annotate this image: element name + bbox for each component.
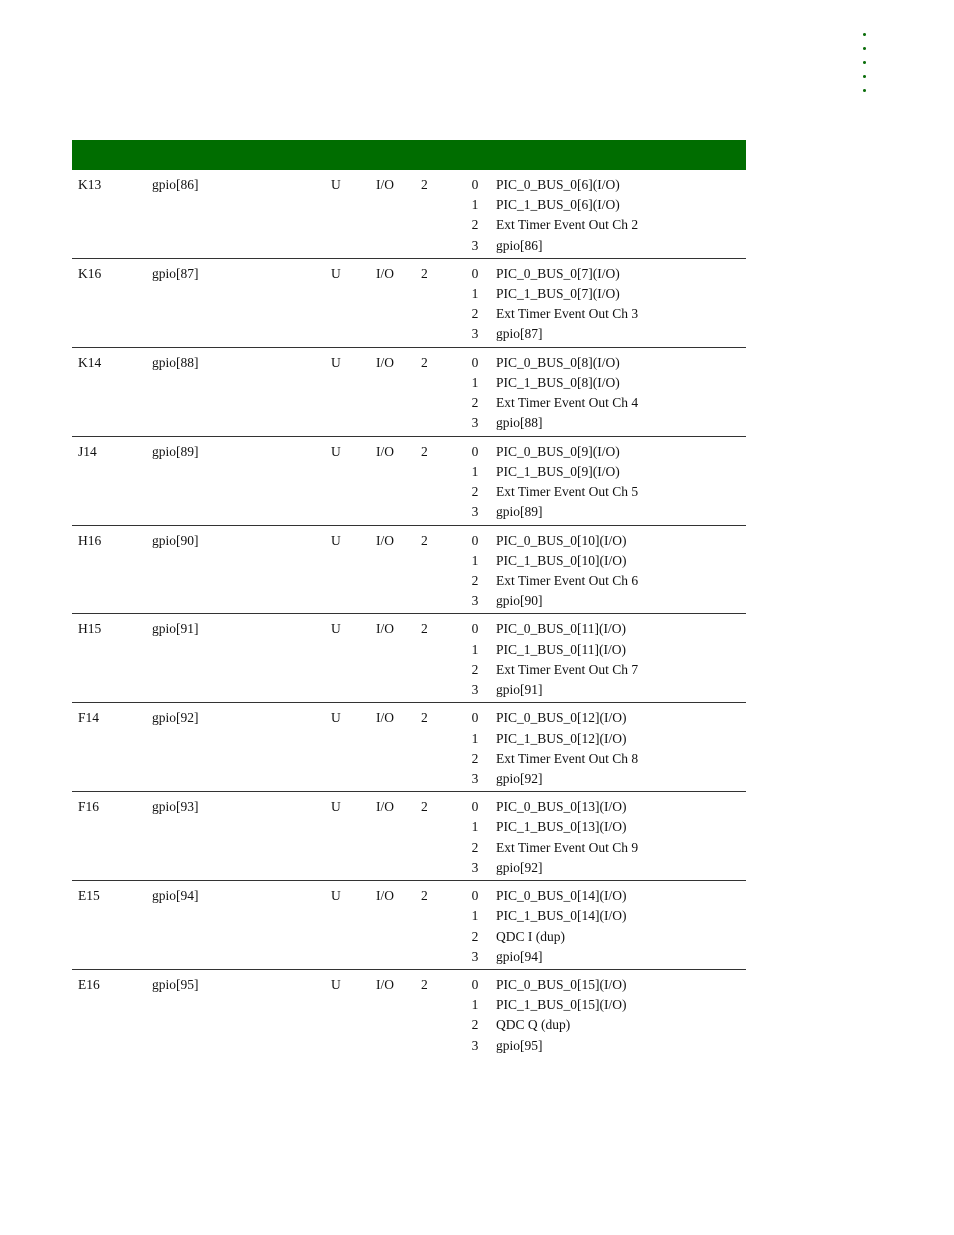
pin-cell: J14	[78, 443, 97, 459]
description-line: gpio[90]	[496, 593, 543, 609]
description-line: PIC_0_BUS_0[13](I/O)	[496, 799, 627, 815]
drive-cell: 2	[421, 888, 428, 904]
mux-value: 3	[471, 770, 479, 786]
mux-value: 1	[471, 908, 479, 924]
pin-cell: K13	[78, 177, 102, 192]
description-cell	[496, 442, 638, 523]
direction-cell: I/O	[376, 177, 394, 192]
table-row	[72, 614, 746, 703]
table-row	[72, 348, 746, 437]
direction-cell: I/O	[376, 265, 394, 281]
mux-cell	[470, 975, 480, 1056]
direction-cell: I/O	[376, 443, 394, 459]
description-cell	[496, 353, 638, 434]
mux-value: 0	[471, 177, 479, 192]
mux-cell	[470, 531, 480, 612]
direction-cell: I/O	[376, 977, 394, 993]
description-line: Ext Timer Event Out Ch 6	[496, 572, 639, 588]
description-line: gpio[87]	[496, 326, 543, 342]
signal-cell: gpio[89]	[152, 443, 199, 459]
mux-value: 1	[471, 641, 479, 657]
mux-cell	[470, 353, 480, 434]
drive-cell: 2	[421, 354, 428, 370]
table-row	[72, 259, 746, 348]
mux-value: 0	[471, 621, 479, 637]
pin-cell: H15	[78, 621, 102, 637]
signal-cell: gpio[91]	[152, 621, 199, 637]
pin-cell: E15	[78, 888, 100, 904]
mux-value: 1	[471, 197, 479, 213]
signal-cell: gpio[92]	[152, 710, 199, 726]
mux-value: 3	[471, 415, 479, 431]
mux-value: 1	[471, 286, 479, 302]
mux-value: 3	[471, 859, 479, 875]
bullet-mark	[863, 89, 866, 92]
direction-cell: I/O	[376, 710, 394, 726]
table-row	[72, 970, 746, 1059]
mux-value: 2	[471, 306, 479, 322]
table-row	[72, 881, 746, 970]
description-line: PIC_0_BUS_0[6](I/O)	[496, 177, 620, 192]
drive-cell: 2	[421, 977, 428, 993]
description-line: PIC_0_BUS_0[9](I/O)	[496, 443, 620, 459]
mux-cell	[470, 886, 480, 967]
description-line: gpio[92]	[496, 770, 543, 786]
table-header-bar	[72, 140, 746, 170]
mux-value: 2	[471, 395, 479, 411]
signal-cell: gpio[88]	[152, 354, 199, 370]
drive-cell: 2	[421, 265, 428, 281]
pin-cell: F14	[78, 710, 100, 726]
description-line: gpio[91]	[496, 682, 543, 698]
mux-value: 1	[471, 463, 479, 479]
drive-cell: 2	[421, 532, 428, 548]
mux-value: 1	[471, 730, 479, 746]
drive-cell: 2	[421, 443, 428, 459]
mux-value: 2	[471, 572, 479, 588]
pull-cell: U	[331, 265, 341, 281]
description-line: PIC_0_BUS_0[8](I/O)	[496, 354, 620, 370]
description-line: PIC_1_BUS_0[10](I/O)	[496, 552, 627, 568]
pin-table	[72, 170, 746, 1059]
mux-value: 1	[471, 374, 479, 390]
mux-value: 0	[471, 888, 479, 904]
description-cell	[496, 264, 638, 345]
mux-cell	[470, 442, 480, 523]
direction-cell: I/O	[376, 799, 394, 815]
mux-value: 2	[471, 484, 479, 500]
pin-cell: H16	[78, 532, 102, 548]
bullet-mark	[863, 33, 866, 36]
bullet-mark	[863, 47, 866, 50]
signal-cell: gpio[90]	[152, 532, 199, 548]
description-line: gpio[95]	[496, 1037, 543, 1053]
mux-value: 0	[471, 532, 479, 548]
mux-value: 3	[471, 948, 479, 964]
description-line: gpio[92]	[496, 859, 543, 875]
description-cell	[496, 975, 627, 1056]
pull-cell: U	[331, 177, 341, 192]
description-line: PIC_0_BUS_0[14](I/O)	[496, 888, 627, 904]
mux-value: 3	[471, 326, 479, 342]
description-line: PIC_0_BUS_0[10](I/O)	[496, 532, 627, 548]
mux-value: 2	[471, 661, 479, 677]
pull-cell: U	[331, 621, 341, 637]
description-line: PIC_1_BUS_0[14](I/O)	[496, 908, 627, 924]
drive-cell: 2	[421, 621, 428, 637]
pin-cell: E16	[78, 977, 100, 993]
mux-value: 3	[471, 1037, 479, 1053]
mux-value: 1	[471, 819, 479, 835]
description-line: PIC_1_BUS_0[6](I/O)	[496, 197, 620, 213]
description-line: PIC_0_BUS_0[11](I/O)	[496, 621, 626, 637]
mux-cell	[470, 264, 480, 345]
mux-cell	[470, 175, 480, 256]
description-line: PIC_0_BUS_0[15](I/O)	[496, 977, 627, 993]
table-row	[72, 526, 746, 615]
pull-cell: U	[331, 532, 341, 548]
mux-cell	[470, 708, 480, 789]
description-cell	[496, 619, 638, 700]
mux-value: 0	[471, 977, 479, 993]
pull-cell: U	[331, 354, 341, 370]
table-row	[72, 792, 746, 881]
description-line: gpio[86]	[496, 237, 543, 253]
signal-cell: gpio[86]	[152, 177, 199, 192]
bullet-mark	[863, 75, 866, 78]
direction-cell: I/O	[376, 888, 394, 904]
description-line: PIC_1_BUS_0[15](I/O)	[496, 997, 627, 1013]
margin-bullet-marks	[863, 33, 871, 103]
description-line: gpio[88]	[496, 415, 543, 431]
description-line: PIC_1_BUS_0[8](I/O)	[496, 374, 620, 390]
mux-value: 3	[471, 504, 479, 520]
bullet-mark	[863, 61, 866, 64]
mux-value: 2	[471, 1017, 479, 1033]
signal-cell: gpio[87]	[152, 265, 199, 281]
description-cell	[496, 531, 638, 612]
direction-cell: I/O	[376, 532, 394, 548]
mux-value: 0	[471, 265, 479, 281]
pin-cell: K16	[78, 265, 102, 281]
description-line: PIC_1_BUS_0[12](I/O)	[496, 730, 627, 746]
description-line: Ext Timer Event Out Ch 7	[496, 661, 639, 677]
mux-value: 2	[471, 839, 479, 855]
drive-cell: 2	[421, 710, 428, 726]
description-cell	[496, 797, 638, 878]
description-line: PIC_1_BUS_0[13](I/O)	[496, 819, 627, 835]
mux-cell	[470, 619, 480, 700]
mux-value: 1	[471, 997, 479, 1013]
description-line: Ext Timer Event Out Ch 5	[496, 484, 639, 500]
table-row	[72, 703, 746, 792]
mux-value: 2	[471, 217, 479, 233]
mux-value: 0	[471, 354, 479, 370]
description-line: Ext Timer Event Out Ch 3	[496, 306, 639, 322]
mux-value: 2	[471, 750, 479, 766]
signal-cell: gpio[95]	[152, 977, 199, 993]
description-line: PIC_1_BUS_0[9](I/O)	[496, 463, 620, 479]
direction-cell: I/O	[376, 354, 394, 370]
description-line: Ext Timer Event Out Ch 8	[496, 750, 639, 766]
description-cell	[496, 886, 627, 967]
pull-cell: U	[331, 710, 341, 726]
pull-cell: U	[331, 443, 341, 459]
drive-cell: 2	[421, 799, 428, 815]
pin-cell: K14	[78, 354, 102, 370]
mux-value: 2	[471, 928, 479, 944]
table-row	[72, 170, 746, 259]
signal-cell: gpio[94]	[152, 888, 199, 904]
description-line: QDC Q (dup)	[496, 1017, 571, 1033]
direction-cell: I/O	[376, 621, 394, 637]
description-cell	[496, 708, 638, 789]
pin-cell: F16	[78, 799, 100, 815]
pull-cell: U	[331, 888, 341, 904]
mux-value: 3	[471, 237, 479, 253]
description-line: PIC_1_BUS_0[11](I/O)	[496, 641, 626, 657]
description-line: Ext Timer Event Out Ch 4	[496, 395, 639, 411]
mux-value: 3	[471, 593, 479, 609]
signal-cell: gpio[93]	[152, 799, 199, 815]
table-row	[72, 437, 746, 526]
mux-value: 1	[471, 552, 479, 568]
mux-value: 0	[471, 443, 479, 459]
description-line: gpio[94]	[496, 948, 543, 964]
description-line: Ext Timer Event Out Ch 2	[496, 217, 639, 233]
description-cell	[496, 175, 638, 256]
description-line: PIC_0_BUS_0[12](I/O)	[496, 710, 627, 726]
description-line: Ext Timer Event Out Ch 9	[496, 839, 639, 855]
mux-value: 0	[471, 799, 479, 815]
mux-value: 3	[471, 682, 479, 698]
pull-cell: U	[331, 977, 341, 993]
drive-cell: 2	[421, 177, 428, 192]
mux-value: 0	[471, 710, 479, 726]
description-line: QDC I (dup)	[496, 928, 565, 944]
description-line: gpio[89]	[496, 504, 543, 520]
description-line: PIC_1_BUS_0[7](I/O)	[496, 286, 620, 302]
pull-cell: U	[331, 799, 341, 815]
mux-cell	[470, 797, 480, 878]
description-line: PIC_0_BUS_0[7](I/O)	[496, 265, 620, 281]
